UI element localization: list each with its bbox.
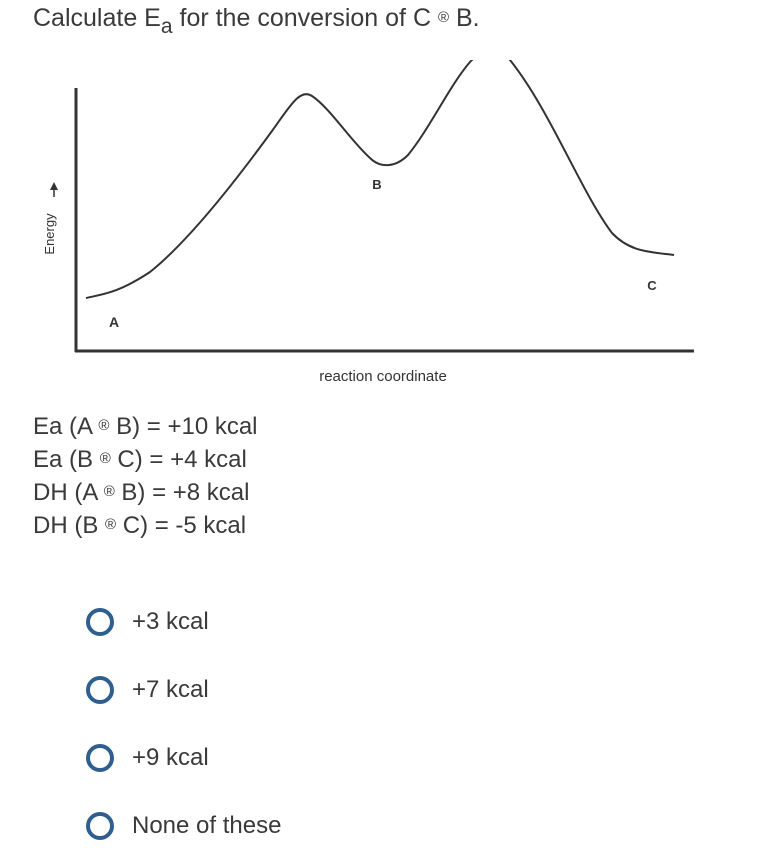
- choice-label: +3 kcal: [132, 608, 209, 635]
- choice-option[interactable]: [86, 724, 281, 792]
- choice-option[interactable]: [86, 588, 281, 656]
- given-post: C) = -5 kcal: [116, 512, 247, 539]
- given-line: [33, 443, 258, 476]
- radio-button[interactable]: [86, 608, 114, 636]
- arrow-symbol: ®: [105, 516, 117, 533]
- point-label-a: A: [108, 314, 120, 330]
- given-pre: DH (A: [33, 479, 104, 506]
- arrow-symbol: ®: [99, 450, 111, 467]
- question-prefix: Calculate E: [33, 4, 161, 32]
- choice-label: None of these: [132, 812, 282, 839]
- x-axis-label: reaction coordinate: [319, 368, 447, 385]
- radio-button[interactable]: [86, 744, 114, 772]
- question-subscript: a: [160, 15, 173, 38]
- radio-button[interactable]: [86, 812, 114, 840]
- question-title: [33, 4, 480, 39]
- energy-label-text: Energy: [42, 213, 57, 255]
- choice-option[interactable]: [86, 656, 281, 724]
- arrow-symbol: ®: [437, 9, 450, 26]
- point-label-c: C: [647, 278, 657, 293]
- point-label-b: B: [372, 177, 382, 192]
- given-line: [33, 410, 258, 443]
- given-pre: Ea (B: [33, 446, 100, 473]
- radio-button[interactable]: [86, 676, 114, 704]
- question-suffix: for the conversion of C: [172, 4, 438, 32]
- arrow-symbol: ®: [103, 483, 115, 500]
- given-pre: DH (B: [33, 512, 105, 539]
- energy-axis-label: [42, 213, 57, 255]
- given-line: [33, 509, 258, 542]
- arrow-symbol: ®: [98, 417, 110, 434]
- answer-choices: [86, 588, 281, 860]
- choice-label: +9 kcal: [132, 744, 209, 771]
- given-post: C) = +4 kcal: [110, 446, 247, 473]
- choice-option[interactable]: [86, 792, 281, 860]
- choice-label: +7 kcal: [132, 676, 209, 703]
- energy-arrow-icon: [50, 182, 58, 190]
- given-post: B) = +8 kcal: [114, 479, 250, 506]
- given-post: B) = +10 kcal: [109, 413, 258, 440]
- given-values: [33, 410, 258, 542]
- given-line: [33, 476, 258, 509]
- question-target: B.: [449, 4, 480, 32]
- given-pre: Ea (A: [33, 413, 99, 440]
- energy-diagram: [0, 60, 782, 400]
